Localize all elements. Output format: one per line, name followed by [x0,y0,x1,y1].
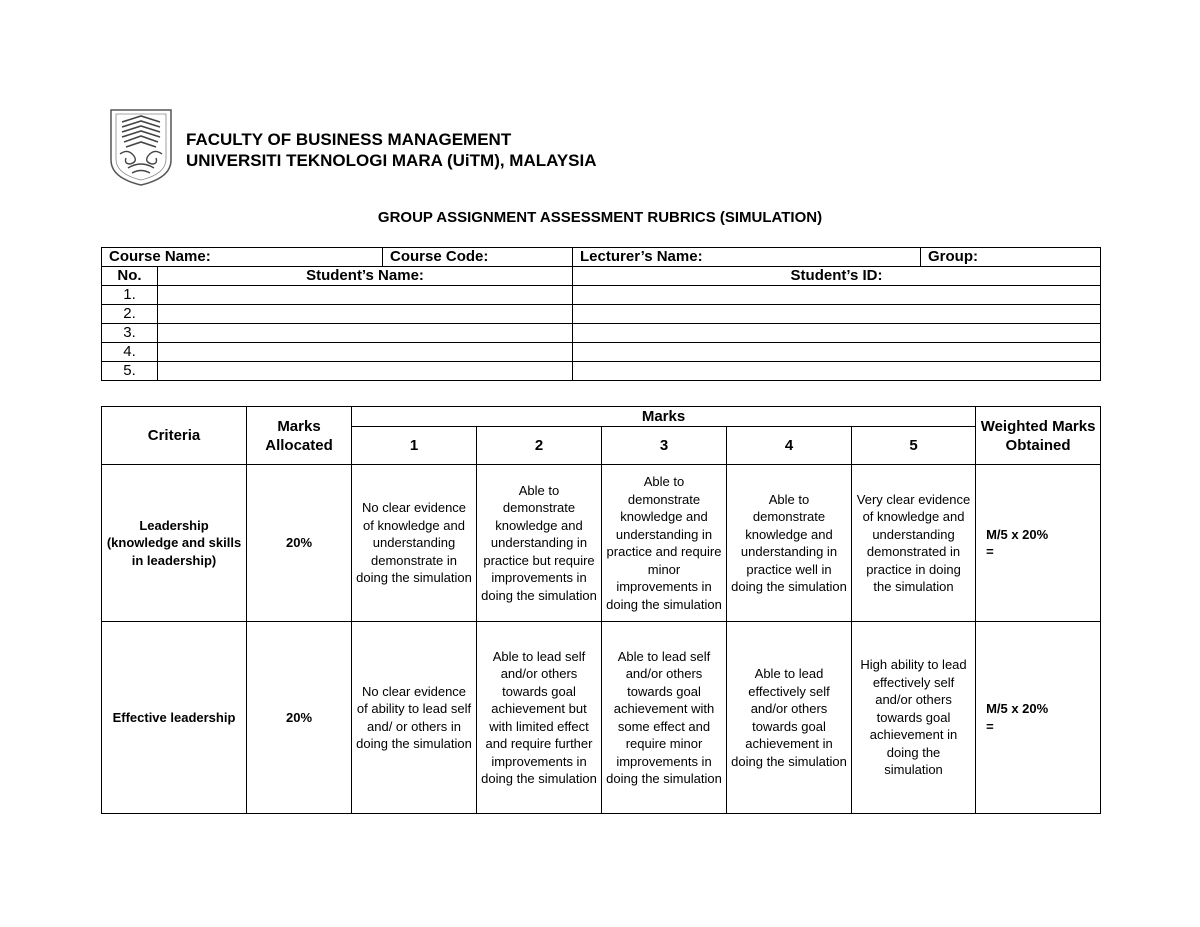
university-name: UNIVERSITI TEKNOLOGI MARA (UiTM), MALAYSIA [186,151,597,170]
student-name-cell [158,343,573,362]
student-row-number: 3. [102,324,158,343]
scale-5: 5 [852,427,976,465]
level-3-description: Able to lead self and/or others towards goal achievement with some effect and require minor improvements in doing the simulation [602,622,727,814]
criteria-cell: Effective leadership [102,622,247,814]
scale-2: 2 [477,427,602,465]
student-id-cell [573,286,1101,305]
student-id-header: Student’s ID: [573,267,1101,286]
criteria-cell: Leadership (knowledge and skills in leadership) [102,465,247,622]
student-row [102,343,1101,362]
weighted-marks-cell [976,622,1101,814]
student-name-cell [158,324,573,343]
level-3-description: Able to demonstrate knowledge and understanding in practice and require minor improvements in doing the simulation [602,465,727,622]
course-code-label: Course Code: [383,248,573,267]
student-id-cell [573,305,1101,324]
student-row-number: 4. [102,343,158,362]
student-row [102,362,1101,381]
level-4-description: Able to demonstrate knowledge and understanding in practice well in doing the simulation [727,465,852,622]
marks-allocated-header: Marks Allocated [247,407,352,465]
lecturer-name-label: Lecturer’s Name: [573,248,921,267]
course-name-label: Course Name: [102,248,383,267]
group-label: Group: [921,248,1101,267]
level-2-description: Able to lead self and/or others towards goal achievement but with limited effect and require further improvements in doing the simulation [477,622,602,814]
faculty-name: FACULTY OF BUSINESS MANAGEMENT [186,130,512,149]
course-info-row [102,248,1101,267]
marks-header: Marks [352,407,976,427]
level-4-description: Able to lead effectively self and/or others towards goal achievement in doing the simulation [727,622,852,814]
no-header: No. [102,267,158,286]
student-id-cell [573,343,1101,362]
faculty-heading [186,129,597,171]
student-header-row [102,267,1101,286]
level-5-description: High ability to lead effectively self and/or others towards goal achievement in doing the simulation [852,622,976,814]
rubric-row-effective-leadership [102,622,1101,814]
student-row-number: 5. [102,362,158,381]
level-5-description: Very clear evidence of knowledge and understanding demonstrated in practice in doing the simulation [852,465,976,622]
weighted-equals: = [986,544,994,559]
student-id-cell [573,362,1101,381]
weighted-formula: M/5 x 20% [986,526,1049,542]
weighted-formula: M/5 x 20% [986,701,1049,716]
assessment-rubric-table [101,406,1101,814]
scale-3: 3 [602,427,727,465]
course-info-table [101,247,1101,381]
level-2-description: Able to demonstrate knowledge and understanding in practice but require improvements in doing the simulation [477,465,602,622]
student-id-cell [573,324,1101,343]
student-row-number: 1. [102,286,158,305]
student-row-number: 2. [102,305,158,324]
rubric-title: GROUP ASSIGNMENT ASSESSMENT RUBRICS (SIMULATION) [377,209,823,226]
uitm-crest-logo [108,108,174,186]
student-name-cell [158,305,573,324]
level-1-description: No clear evidence of ability to lead self and/ or others in doing the simulation [352,622,477,814]
level-1-description: No clear evidence of knowledge and understanding demonstrate in doing the simulation [352,465,477,622]
scale-1: 1 [352,427,477,465]
weighted-marks-header: Weighted Marks Obtained [976,407,1101,465]
scale-4: 4 [727,427,852,465]
student-name-cell [158,362,573,381]
marks-allocated-cell: 20% [247,465,352,622]
weighted-marks-cell [976,465,1101,622]
rubric-header-row [102,407,1101,427]
student-row [102,305,1101,324]
weighted-equals: = [986,718,994,734]
marks-allocated-cell: 20% [247,622,352,814]
rubric-row-leadership [102,465,1101,622]
student-name-header: Student’s Name: [158,267,573,286]
criteria-header: Criteria [102,407,247,465]
student-name-cell [158,286,573,305]
student-row [102,324,1101,343]
student-row [102,286,1101,305]
